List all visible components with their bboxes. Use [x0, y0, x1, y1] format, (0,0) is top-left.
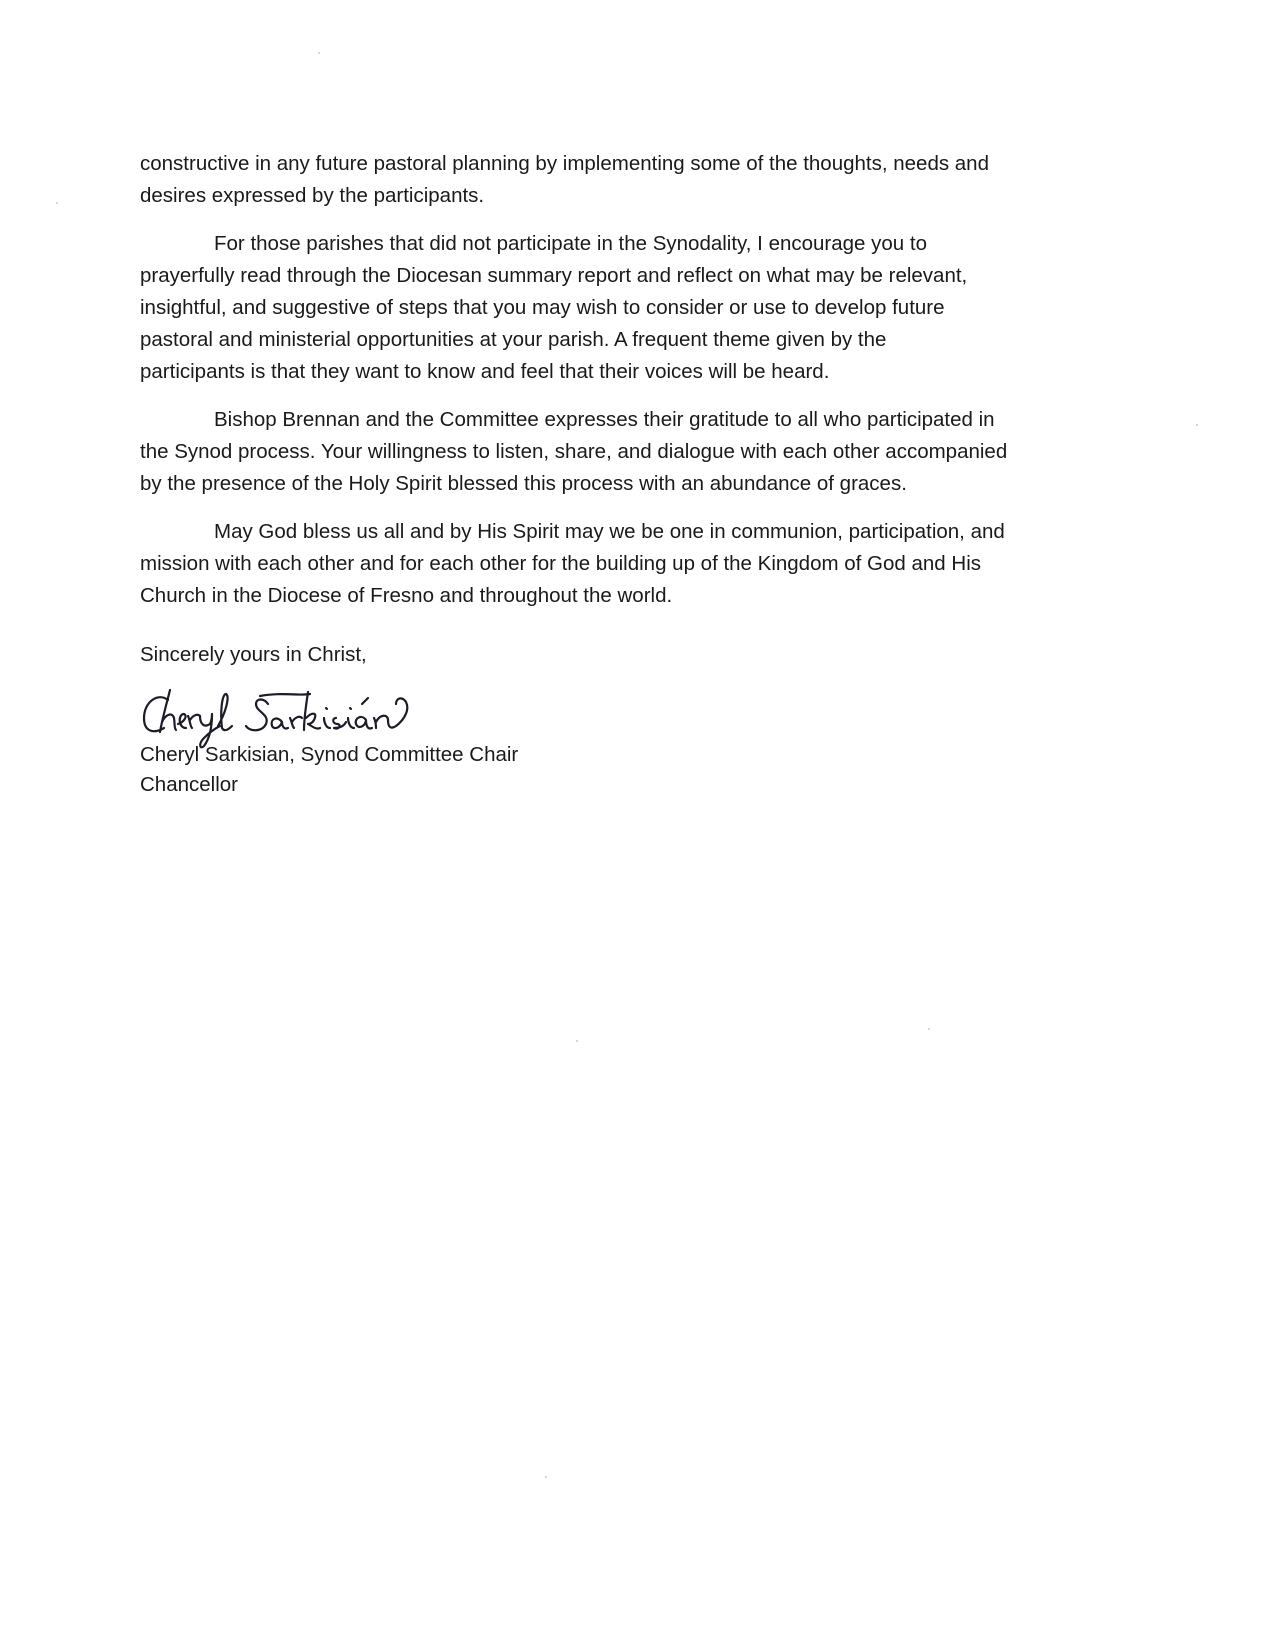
paragraph-line: mission with each other and for each other for the building up of the Kingdom of God and His [140, 552, 982, 575]
paragraph-line: constructive in any future pastoral planning by implementing some of the thoughts, needs and [140, 152, 989, 175]
scan-speck [1196, 424, 1198, 426]
scan-speck [56, 202, 58, 204]
paragraph-1 [140, 148, 1100, 212]
scan-speck [928, 1028, 930, 1030]
paragraph-line: desires expressed by the participants. [140, 184, 485, 207]
paragraph-line: prayerfully read through the Diocesan summary report and reflect on what may be relevant, [140, 264, 968, 287]
signer-name: Cheryl Sarkisian, Synod Committee Chair [140, 743, 519, 766]
scan-speck [318, 52, 320, 54]
paragraph-line: by the presence of the Holy Spirit blessed this process with an abundance of graces. [140, 472, 907, 495]
scan-speck [576, 1040, 578, 1042]
paragraph-line: For those parishes that did not participate in the Synodality, I encourage you to [214, 232, 927, 255]
paragraph-4 [140, 516, 1100, 612]
scan-speck [545, 1476, 547, 1478]
paragraph-2 [140, 228, 1100, 388]
letter-body [140, 148, 1100, 628]
paragraph-line: insightful, and suggestive of steps that you may wish to consider or use to develop future [140, 296, 945, 319]
paragraph-line: May God bless us all and by His Spirit may we be one in communion, participation, and [214, 520, 1005, 543]
closing-salutation: Sincerely yours in Christ, [140, 643, 367, 666]
paragraph-3 [140, 404, 1100, 500]
paragraph-line: Church in the Diocese of Fresno and throughout the world. [140, 584, 673, 607]
paragraph-line: Bishop Brennan and the Committee expresses their gratitude to all who participated in [214, 408, 995, 431]
paragraph-line: participants is that they want to know and feel that their voices will be heard. [140, 360, 830, 383]
signer-title: Chancellor [140, 773, 238, 796]
paragraph-line: the Synod process. Your willingness to listen, share, and dialogue with each other accompanied [140, 440, 1008, 463]
paragraph-line: pastoral and ministerial opportunities at your parish. A frequent theme given by the [140, 328, 887, 351]
